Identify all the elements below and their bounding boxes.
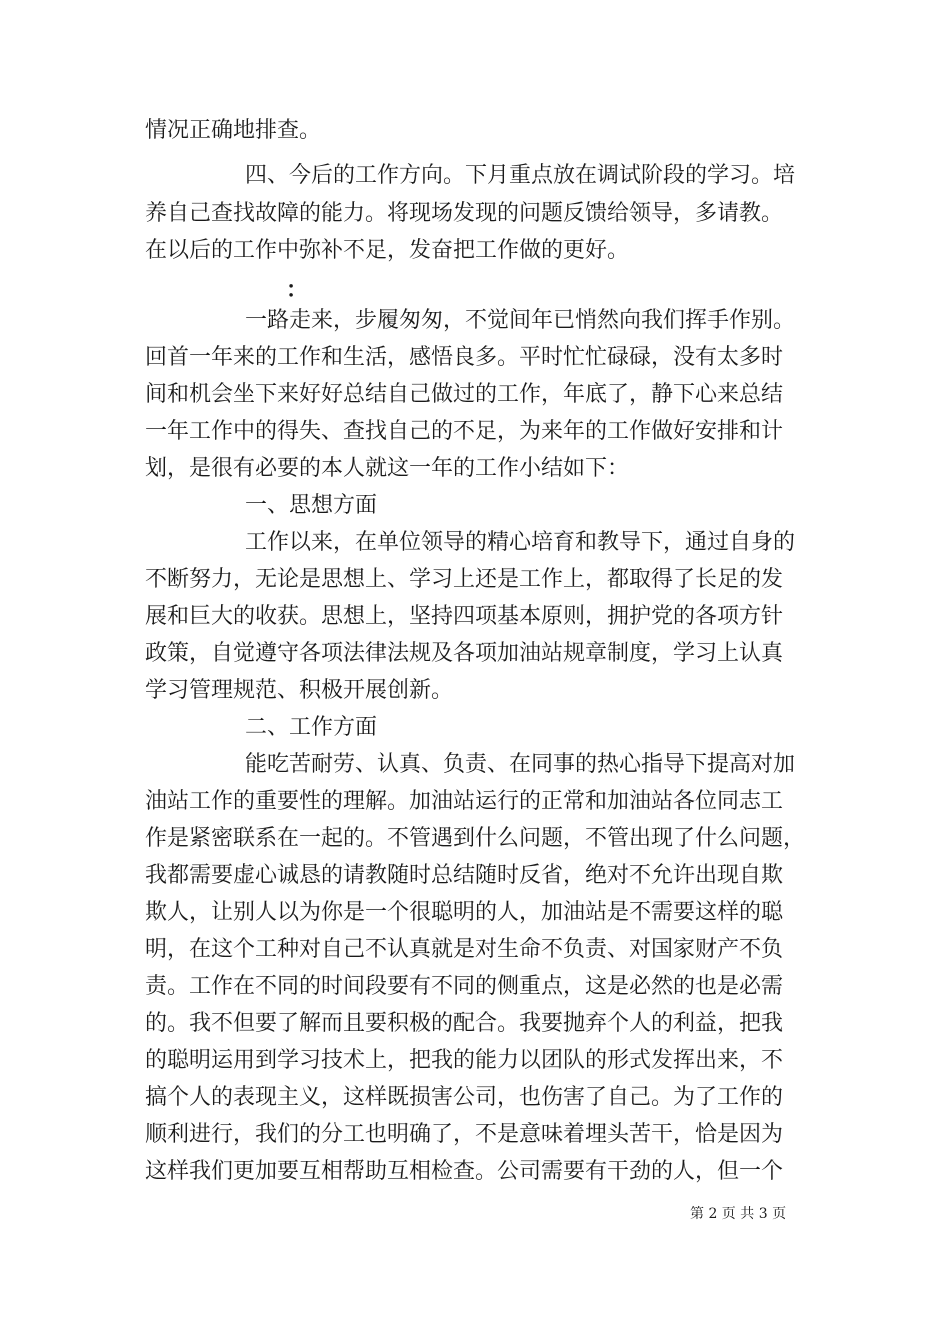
page-number-footer: 第 2 页 共 3 页 [690,1206,787,1222]
text-line: 油站工作的重要性的理解。加油站运行的正常和加油站各位同志工 [145,789,784,814]
section-heading: 二、工作方面 [245,715,378,740]
text-line: 一年工作中的得失、查找自己的不足，为来年的工作做好安排和计 [145,419,784,444]
text-line: 欺人，让别人以为你是一个很聪明的人，加油站是不需要这样的聪 [145,900,784,925]
text-line: 在以后的工作中弥补不足，发奋把工作做的更好。 [145,238,630,263]
text-line: 作是紧密联系在一起的。不管遇到什么问题，不管出现了什么问题， [145,826,806,851]
text-line: 划，是很有必要的本人就这一年的工作小结如下： [145,456,630,481]
text-line: 的。我不但要了解而且要积极的配合。我要抛弃个人的利益，把我 [145,1011,784,1036]
text-line: 我都需要虚心诚恳的请教随时总结随时反省，绝对不允许出现自欺 [145,863,784,888]
text-line: 一路走来，步履匆匆，不觉间年已悄然向我们挥手作别。 [245,308,796,333]
text-line: 展和巨大的收获。思想上，坚持四项基本原则，拥护党的各项方针 [145,604,784,629]
text-line: 政策，自觉遵守各项法律法规及各项加油站规章制度，学习上认真 [145,641,784,666]
text-line: 能吃苦耐劳、认真、负责、在同事的热心指导下提高对加 [245,752,796,777]
text-line: 不断努力，无论是思想上、学习上还是工作上，都取得了长足的发 [145,567,784,592]
text-line: 顺利进行，我们的分工也明确了，不是意味着埋头苦干，恰是因为 [145,1122,784,1147]
text-line: 情况正确地排查。 [145,118,322,143]
section-colon: ： [286,277,309,303]
text-line: 学习管理规范、积极开展创新。 [145,678,454,703]
section-heading: 一、思想方面 [245,493,378,518]
text-line: 四、今后的工作方向。下月重点放在调试阶段的学习。培 [245,163,796,188]
text-line: 间和机会坐下来好好总结自己做过的工作，年底了，静下心来总结 [145,382,784,407]
text-line: 回首一年来的工作和生活，感悟良多。平时忙忙碌碌，没有太多时 [145,345,784,370]
text-line: 这样我们更加要互相帮助互相检查。公司需要有干劲的人，但一个 [145,1159,784,1184]
text-line: 的聪明运用到学习技术上，把我的能力以团队的形式发挥出来，不 [145,1048,784,1073]
text-line: 工作以来，在单位领导的精心培育和教导下，通过自身的 [245,530,796,555]
text-line: 搞个人的表现主义，这样既损害公司，也伤害了自己。为了工作的 [145,1085,784,1110]
text-line: 明，在这个工种对自己不认真就是对生命不负责、对国家财产不负 [145,937,784,962]
text-line: 责。工作在不同的时间段要有不同的侧重点，这是必然的也是必需 [145,974,784,999]
text-line: 养自己查找故障的能力。将现场发现的问题反馈给领导，多请教。 [145,201,784,226]
